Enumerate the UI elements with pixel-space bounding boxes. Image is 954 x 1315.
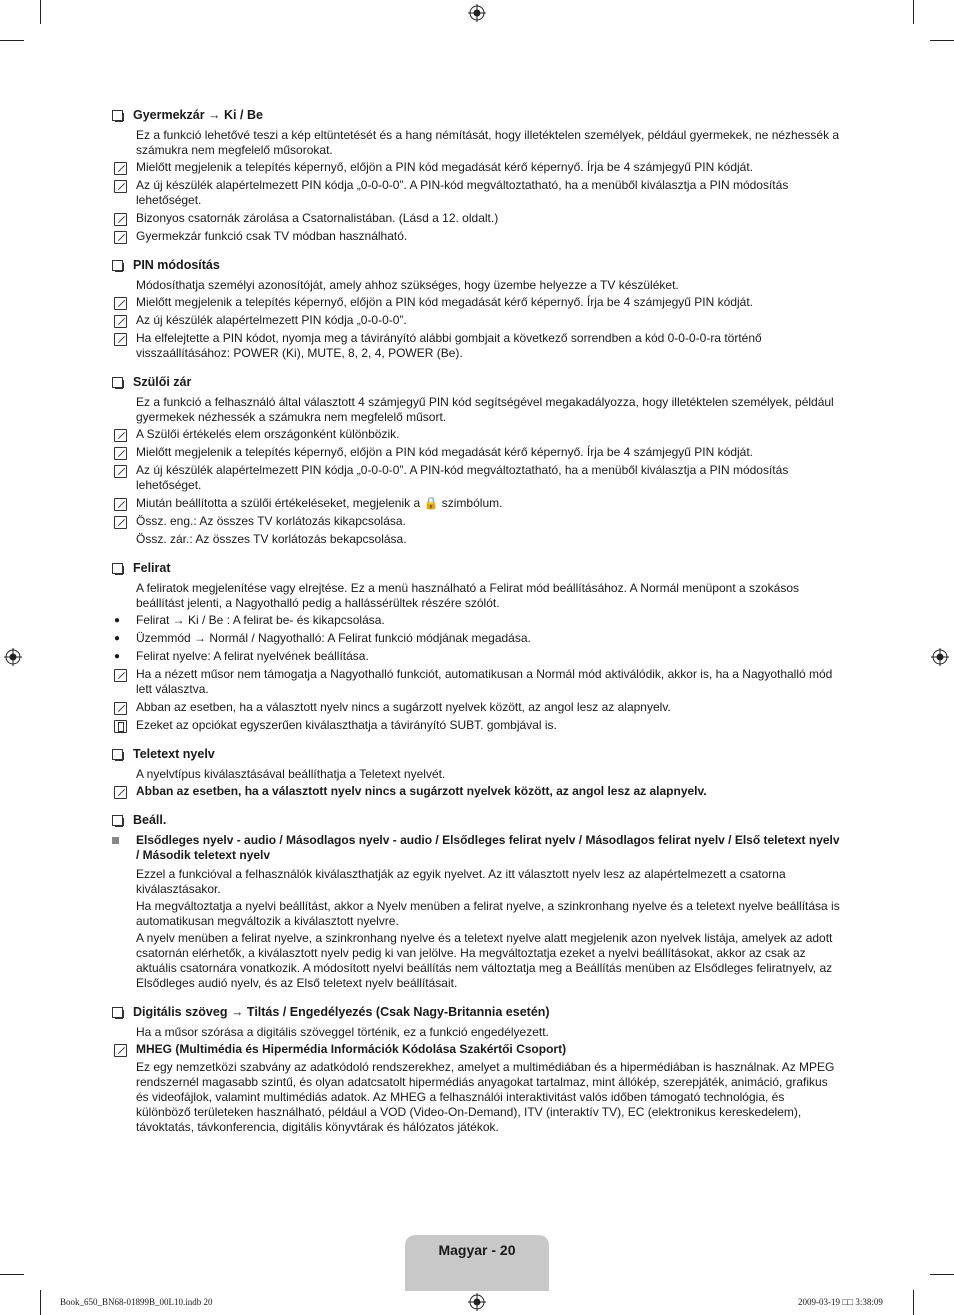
checkbox-icon bbox=[112, 815, 123, 826]
section-intro: Módosíthatja személyi azonosítóját, amely ahhoz szükséges, hogy üzembe helyezze a TV készüléket. bbox=[136, 278, 679, 292]
page-number-tab bbox=[405, 1235, 549, 1291]
page-label: Magyar - 20 bbox=[438, 1242, 516, 1258]
note-icon bbox=[112, 445, 136, 460]
checkbox-icon bbox=[112, 749, 123, 760]
crop-mark bbox=[40, 1290, 41, 1315]
note-icon bbox=[112, 178, 136, 193]
note: Az új készülék alapértelmezett PIN kódja „0-0-0-0”. A PIN-kód megváltoztatható, ha a menüből kiválasztja a PIN módosítás lehetőséget. bbox=[112, 463, 842, 493]
note: Mielőtt megjelenik a telepítés képernyő, előjön a PIN kód megadását kérő képernyő. Írja be 4 számjegyű PIN kódját. bbox=[112, 160, 842, 175]
section-intro: A nyelvtípus kiválasztásával beállíthatja a Teletext nyelvét. bbox=[136, 767, 446, 781]
registration-mark-icon bbox=[931, 648, 949, 666]
print-info-right: 2009-03-19 □□ 3:38:09 bbox=[798, 1297, 883, 1307]
bullet-icon: ● bbox=[114, 615, 121, 626]
bullet-icon: ● bbox=[114, 633, 121, 644]
note: Az új készülék alapértelmezett PIN kódja „0-0-0-0”. bbox=[112, 313, 842, 328]
section-intro: Ez a funkció a felhasználó által választott 4 számjegyű PIN kód segítségével megakadályozza, hogy illetéktelen személyek, például gyermekek nézhessék a számukra nem megfelelő műsort. bbox=[136, 395, 834, 424]
bullet-item: ● Felirat → Ki / Be : A felirat be- és kikapcsolása. bbox=[114, 613, 385, 627]
section-gyermekzar bbox=[112, 108, 842, 244]
note: Gyermekzár funkció csak TV módban használható. bbox=[112, 229, 842, 244]
note-icon bbox=[112, 211, 136, 226]
remote-icon bbox=[112, 718, 136, 733]
note: Miután beállította a szülői értékeléseket, megjelenik a 🔒 szimbólum. bbox=[112, 496, 842, 511]
section-heading: Felirat bbox=[133, 561, 171, 575]
note-icon bbox=[112, 496, 136, 511]
note: Össz. eng.: Az összes TV korlátozás kikapcsolása. bbox=[112, 514, 842, 529]
section-felirat bbox=[112, 561, 842, 733]
note: Mielőtt megjelenik a telepítés képernyő, előjön a PIN kód megadását kérő képernyő. Írja be 4 számjegyű PIN kódját. bbox=[112, 295, 842, 310]
registration-mark-icon bbox=[468, 4, 486, 22]
section-heading: Digitális szöveg → Tiltás / Engedélyezés (Csak Nagy-Britannia esetén) bbox=[133, 1005, 550, 1019]
checkbox-icon bbox=[112, 110, 123, 121]
note-icon bbox=[112, 295, 136, 310]
page-content bbox=[112, 108, 842, 1149]
checkbox-icon bbox=[112, 563, 123, 574]
section-heading: PIN módosítás bbox=[133, 258, 220, 272]
crop-mark bbox=[930, 1274, 954, 1275]
section-szuloi-zar bbox=[112, 375, 842, 547]
note: Abban az esetben, ha a választott nyelv nincs a sugárzott nyelvek között, az angol lesz az alapnyelv. bbox=[112, 700, 842, 715]
registration-mark-icon bbox=[4, 648, 22, 666]
crop-mark bbox=[0, 40, 24, 41]
note: Abban az esetben, ha a választott nyelv nincs a sugárzott nyelvek között, az angol lesz az alapnyelv. bbox=[112, 784, 842, 799]
section-intro: A feliratok megjelenítése vagy elrejtése. Ez a menü használható a Felirat mód beállításához. A Normál menüpont a szokásos beállítást jelenti, a Nagyothalló pedig a hallássérültek részére szólót. bbox=[136, 581, 800, 610]
note-body: Ez egy nemzetközi szabvány az adatkódoló rendszerekhez, amelyet a multimédiában és a hipermédiában is használnak. Az MPEG rendszernél magasabb szintű, és olyan adatcsatolt hipermédiás anyagokat tartalmaz, mint állókép, szerepjáték, animáció, grafikus és videofájlok, valamint multimédiás adatok. Az MHEG a felhasználói interaktivitást valós időben támogató technológia, és különböző területeken használható, például a VOD (Video-On-Demand), ITV (interaktív TV), EC (elektronikus kereskedelem), távoktatás, távkonferencia, digitális könyvtárak és hálózatos játékok. bbox=[136, 1060, 835, 1134]
note: Ha elfelejtette a PIN kódot, nyomja meg a távirányító alábbi gombjait a következő sorrendben a kód 0-0-0-0-ra történő visszaállításához: POWER (Ki), MUTE, 8, 2, 4, POWER (Be). bbox=[112, 331, 842, 361]
section-teletext-nyelv bbox=[112, 747, 842, 799]
registration-mark-icon bbox=[468, 1293, 486, 1311]
note: Ezeket az opciókat egyszerűen kiválaszthatja a távirányító SUBT. gombjával is. bbox=[112, 718, 842, 733]
note-continuation: Össz. zár.: Az összes TV korlátozás bekapcsolása. bbox=[136, 532, 407, 546]
note-icon bbox=[112, 313, 136, 328]
note-icon bbox=[112, 514, 136, 529]
bullet-icon: ● bbox=[114, 651, 121, 662]
note: MHEG (Multimédia és Hipermédia Információk Kódolása Szakértői Csoport) bbox=[112, 1042, 842, 1057]
crop-mark bbox=[0, 1274, 24, 1275]
checkbox-icon bbox=[112, 1007, 123, 1018]
note-icon bbox=[112, 331, 136, 346]
paragraph: A nyelv menüben a felirat nyelve, a szinkronhang nyelve és a teletext nyelve alatt megjelenik azon nyelvek listája, amelyek az adott csatornán elérhetők, a kiválasztott nyelv pedig ki van jelölve. Ha megváltoztatja ezeket a nyelvi beállításokat, akkor az csak az aktuális csatornára vonatkozik. A módosított nyelvi beállítás nem változtatja meg a Beállítás menüben az Elsődleges feliratnyelv, az Elsődleges audió nyelv, és az Első teletext nyelv beállításait. bbox=[136, 931, 833, 990]
note-icon bbox=[112, 667, 136, 682]
section-heading: Beáll. bbox=[133, 813, 167, 827]
paragraph: Ha megváltoztatja a nyelvi beállítást, akkor a Nyelv menüben a felirat nyelve, a szinkronhang nyelve és a teletext nyelve beállítása is automatikusan megváltozik a kiválasztott nyelvre. bbox=[136, 899, 840, 928]
crop-mark bbox=[40, 0, 41, 24]
crop-mark bbox=[913, 1290, 914, 1315]
crop-mark bbox=[930, 40, 954, 41]
section-digitalis-szoveg bbox=[112, 1005, 842, 1135]
section-intro: Ha a műsor szórása a digitális szöveggel történik, ez a funkció engedélyezett. bbox=[136, 1025, 549, 1039]
note: Bizonyos csatornák zárolása a Csatornalistában. (Lásd a 12. oldalt.) bbox=[112, 211, 842, 226]
note-icon bbox=[112, 784, 136, 799]
section-heading: Teletext nyelv bbox=[133, 747, 215, 761]
checkbox-icon bbox=[112, 260, 123, 271]
note-icon bbox=[112, 427, 136, 442]
section-intro: Ez a funkció lehetővé teszi a kép eltüntetését és a hang némítását, hogy illetéktelen személyek, például gyermekek, ne nézhessék a számukra nem megfelelő műsorokat. bbox=[136, 128, 840, 157]
note: Az új készülék alapértelmezett PIN kódja „0-0-0-0”. A PIN-kód megváltoztatható, ha a menüből kiválasztja a PIN módosítás lehetőséget. bbox=[112, 178, 842, 208]
section-pin-modositas bbox=[112, 258, 842, 361]
note-icon bbox=[112, 463, 136, 478]
paragraph: Ezzel a funkcióval a felhasználók kiválaszthatják az egyik nyelvet. Az itt választott nyelv lesz az alapértelmezett a csatorna kiválasztásakor. bbox=[136, 867, 786, 896]
note-icon bbox=[112, 229, 136, 244]
note: Mielőtt megjelenik a telepítés képernyő, előjön a PIN kód megadását kérő képernyő. Írja be 4 számjegyű PIN kódját. bbox=[112, 445, 842, 460]
section-heading: Szülői zár bbox=[133, 375, 192, 389]
print-info-left: Book_650_BN68-01899B_00L10.indb 20 bbox=[60, 1297, 213, 1307]
bullet-item: ● Felirat nyelve: A felirat nyelvének beállítása. bbox=[114, 649, 369, 663]
crop-mark bbox=[913, 0, 914, 24]
square-bullet-icon bbox=[112, 833, 136, 863]
square-item: Elsődleges nyelv - audio / Másodlagos nyelv - audio / Elsődleges felirat nyelv / Másodlagos felirat nyelv / Első teletext nyelv / Második teletext nyelv bbox=[112, 833, 842, 863]
note-icon bbox=[112, 700, 136, 715]
note-icon bbox=[112, 160, 136, 175]
note-icon bbox=[112, 1042, 136, 1057]
checkbox-icon bbox=[112, 377, 123, 388]
section-heading: Gyermekzár → Ki / Be bbox=[133, 108, 263, 122]
bullet-item: ● Üzemmód → Normál / Nagyothalló: A Felirat funkció módjának megadása. bbox=[114, 631, 531, 645]
note: Ha a nézett műsor nem támogatja a Nagyothalló funkciót, automatikusan a Normál mód aktiválódik, akkor is, ha a Nagyothalló mód lett választva. bbox=[112, 667, 842, 697]
section-beall bbox=[112, 813, 842, 991]
note: A Szülői értékelés elem országonként különbözik. bbox=[112, 427, 842, 442]
